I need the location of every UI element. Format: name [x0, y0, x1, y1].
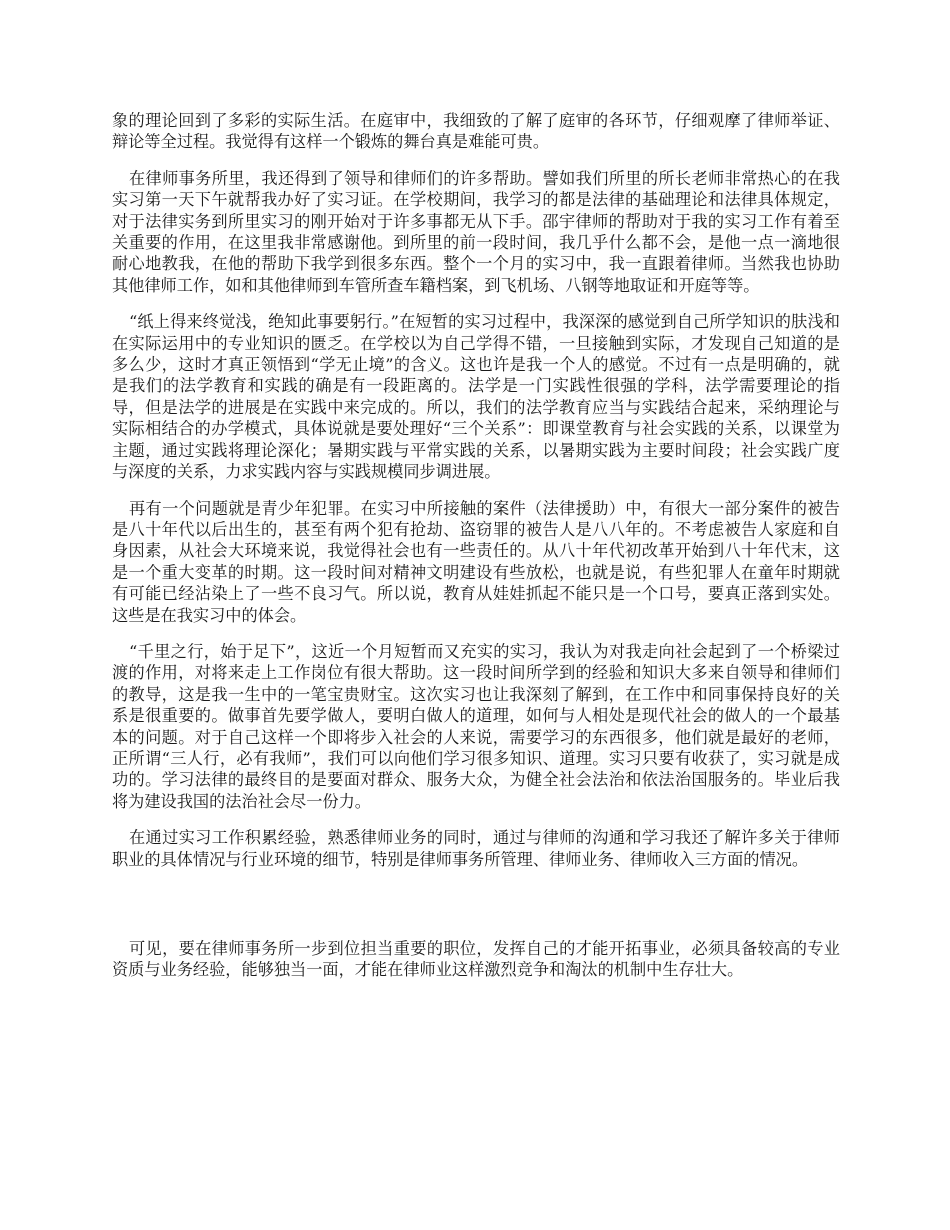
- paragraph-4: 再有一个问题就是青少年犯罪。在实习中所接触的案件（法律援助）中，有很大一部分案件的被告是八十年代以后出生的，甚至有两个犯有抢劫、盗窃罪的被告人是八八年的。不考虑被告人家庭和自身因素，从社会大环境来说，我觉得社会也有一些责任的。从八十年代初改革开始到八十年代末，这是一个重大变革的时期。这一段时间对精神文明建设有些放松，也就是说，有些犯罪人在童年时期就有可能已经沾染上了一些不良习气。所以说，教育从娃娃抓起不能只是一个口号，要真正落到实处。这些是在我实习中的体会。: [112, 498, 840, 625]
- paragraph-5: “千里之行，始于足下”，这近一个月短暂而又充实的实习，我认为对我走向社会起到了一个桥梁过渡的作用，对将来走上工作岗位有很大帮助。这一段时间所学到的经验和知识大多来自领导和律师们的教导，这是我一生中的一笔宝贵财宝。这次实习也让我深刻了解到，在工作中和同事保持良好的关系是很重要的。做事首先要学做人，要明白做人的道理，如何与人相处是现代社会的做人的一个最基本的问题。对于自己这样一个即将步入社会的人来说，需要学习的东西很多，他们就是最好的老师，正所谓“三人行，必有我师”，我们可以向他们学习很多知识、道理。实习只要有收获了，实习就是成功的。学习法律的最终目的是要面对群众、服务大众，为健全社会法治和依法治国服务的。毕业后我将为建设我国的法治社会尽一份力。: [112, 641, 840, 811]
- document-body: [112, 110, 840, 996]
- paragraph-3: “纸上得来终觉浅，绝知此事要躬行。”在短暂的实习过程中，我深深的感觉到自己所学知识的肤浅和在实际运用中的专业知识的匮乏。在学校以为自己学得不错，一旦接触到实际，才发现自己知道的是多么少，这时才真正领悟到“学无止境”的含义。这也许是我一个人的感觉。不过有一点是明确的，就是我们的法学教育和实践的确是有一段距离的。法学是一门实践性很强的学科，法学需要理论的指导，但是法学的进展是在实践中来完成的。所以，我们的法学教育应当与实践结合起来，采纳理论与实际相结合的办学模式，具体说就是要处理好“三个关系”：即课堂教育与社会实践的关系，以课堂为主题，通过实践将理论深化；暑期实践与平常实践的关系，以暑期实践为主要时间段；社会实践广度与深度的关系，力求实践内容与实践规模同步调进展。: [112, 312, 840, 482]
- paragraph-2: 在律师事务所里，我还得到了领导和律师们的许多帮助。譬如我们所里的所长老师非常热心的在我实习第一天下午就帮我办好了实习证。在学校期间，我学习的都是法律的基础理论和法律具体规定，对于法律实务到所里实习的刚开始对于许多事都无从下手。邵宇律师的帮助对于我的实习工作有着至关重要的作用，在这里我非常感谢他。到所里的前一段时间，我几乎什么都不会，是他一点一滴地很耐心地教我，在他的帮助下我学到很多东西。整个一个月的实习中，我一直跟着律师。当然我也协助其他律师工作，如和其他律师到车管所查车籍档案，到飞机场、八钢等地取证和开庭等等。: [112, 168, 840, 295]
- paragraph-6: 在通过实习工作积累经验，熟悉律师业务的同时，通过与律师的沟通和学习我还了解许多关于律师职业的具体情况与行业环境的细节，特别是律师事务所管理、律师业务、律师收入三方面的情况。: [112, 828, 840, 869]
- paragraph-1: 象的理论回到了多彩的实际生活。在庭审中，我细致的了解了庭审的各环节，仔细观摩了律师举证、辩论等全过程。我觉得有这样一个锻炼的舞台真是难能可贵。: [112, 111, 840, 152]
- paragraph-7: 可见，要在律师事务所一步到位担当重要的职位，发挥自己的才能开拓事业，必须具备较高的专业资质与业务经验，能够独当一面，才能在律师业这样激烈竞争和淘汰的机制中生存壮大。: [112, 939, 840, 980]
